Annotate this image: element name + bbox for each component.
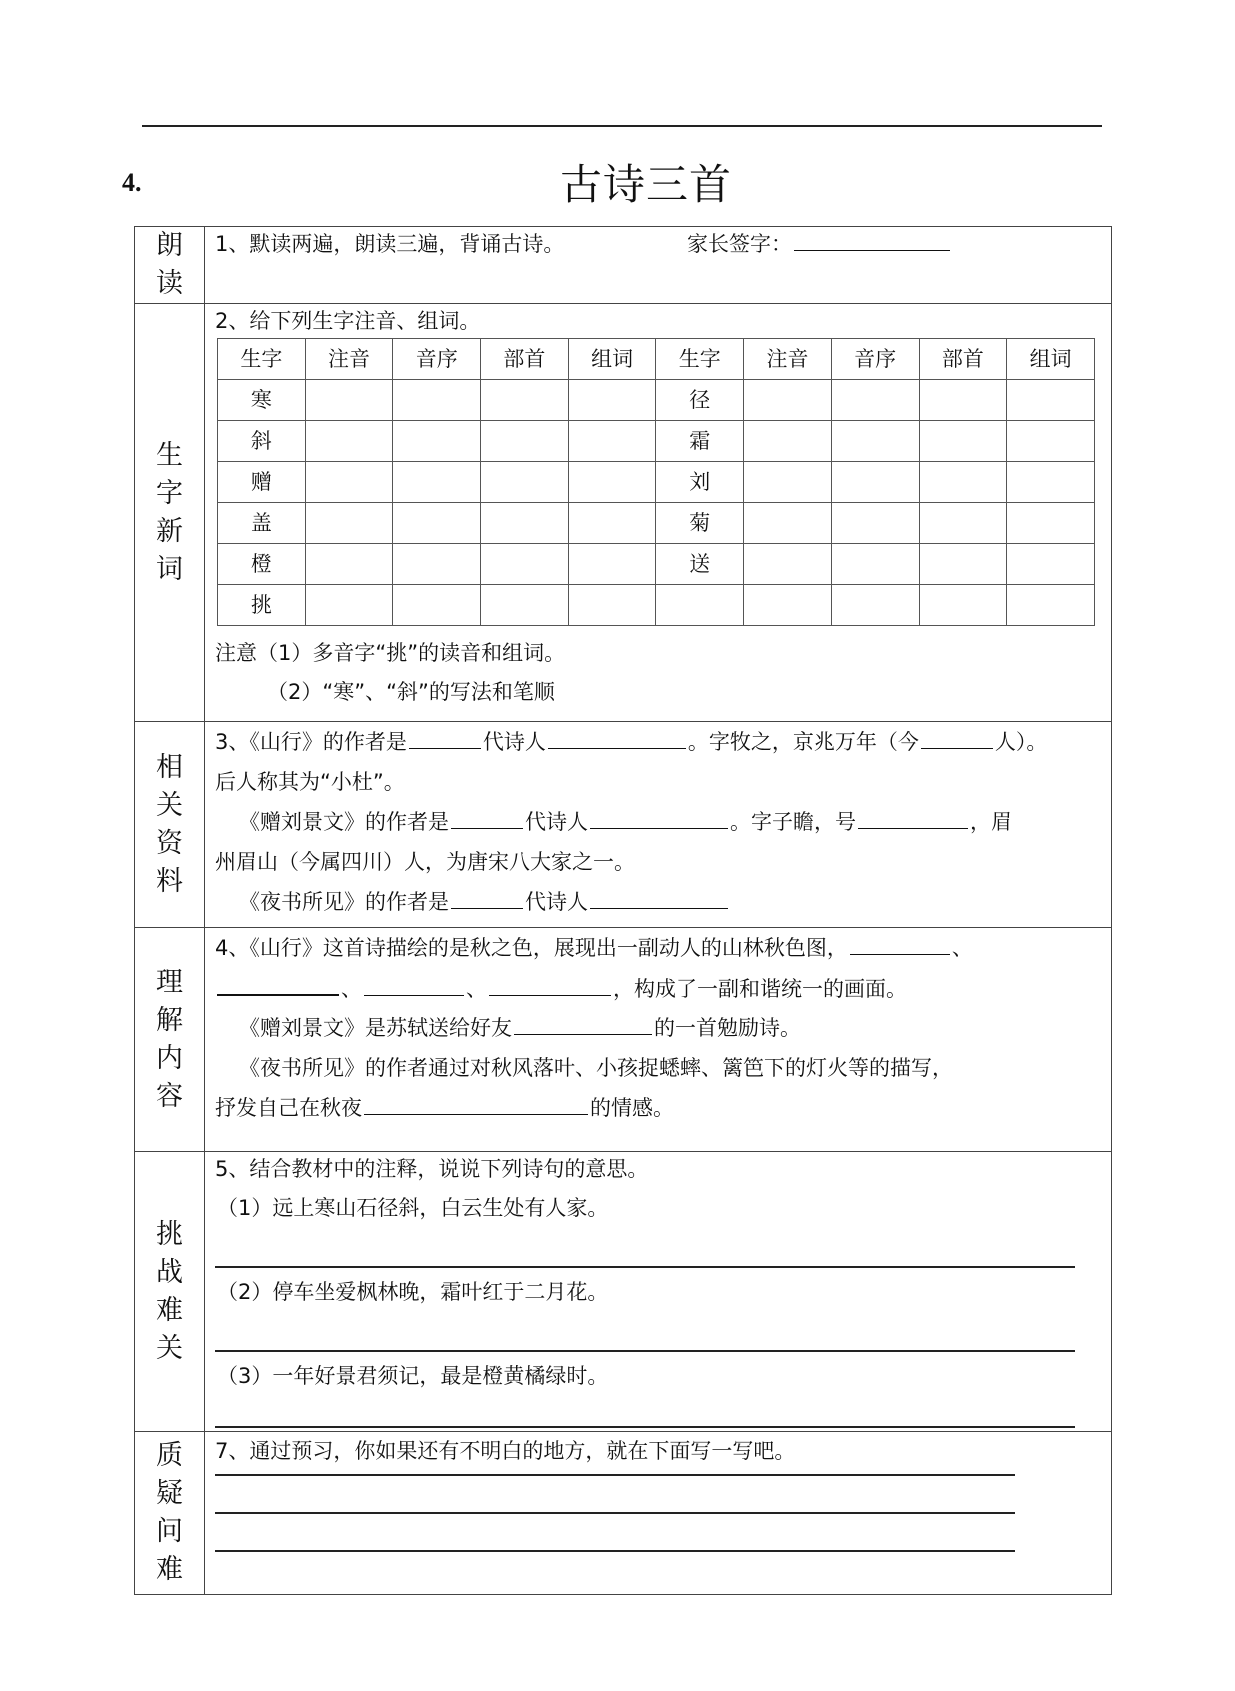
blank-place-1[interactable] bbox=[921, 722, 993, 749]
note-2: （2）“寒”、“斜”的写法和笔顺 bbox=[267, 680, 555, 704]
section-reading bbox=[135, 227, 1112, 304]
char-cell: 橙 bbox=[218, 544, 306, 585]
answer-cell[interactable] bbox=[1007, 380, 1095, 421]
character-table bbox=[217, 338, 1095, 626]
lesson-number: 4. bbox=[122, 168, 142, 197]
section-new-words bbox=[135, 304, 1112, 722]
answer-line-3[interactable] bbox=[215, 1396, 1075, 1428]
column-header: 注音 bbox=[744, 339, 832, 380]
new-words-instruction: 2、给下列生字注音、组词。 bbox=[215, 309, 481, 333]
section-challenge bbox=[135, 1152, 1112, 1432]
char-row bbox=[218, 544, 1095, 585]
column-header: 生字 bbox=[218, 339, 306, 380]
ref-text: 代诗人 bbox=[525, 890, 588, 914]
char-cell: 径 bbox=[656, 380, 744, 421]
understanding-text: 、 bbox=[466, 977, 487, 1001]
understanding-text: 、 bbox=[951, 936, 973, 960]
ref-text: 州眉山（今属四川）人，为唐宋八大家之一。 bbox=[215, 850, 635, 874]
char-cell: 挑 bbox=[218, 585, 306, 626]
note-1: 注意（1）多音字“挑”的读音和组词。 bbox=[215, 641, 566, 665]
answer-cell[interactable] bbox=[744, 421, 832, 462]
column-header: 组词 bbox=[1007, 339, 1095, 380]
answer-cell[interactable] bbox=[305, 503, 393, 544]
answer-cell[interactable] bbox=[919, 462, 1007, 503]
blank-scene-1[interactable] bbox=[850, 928, 950, 955]
answer-cell[interactable] bbox=[393, 380, 481, 421]
blank-scene-4[interactable] bbox=[489, 969, 611, 996]
answer-cell[interactable] bbox=[393, 421, 481, 462]
understanding-text: 、 bbox=[341, 977, 362, 1001]
ref-text: 人）。 bbox=[994, 730, 1048, 754]
answer-cell[interactable] bbox=[831, 462, 919, 503]
answer-cell[interactable] bbox=[481, 585, 569, 626]
section-label-understanding: 理 解 内 容 bbox=[135, 928, 205, 1152]
answer-cell[interactable] bbox=[1007, 462, 1095, 503]
parent-signature-label: 家长签字： bbox=[687, 232, 793, 256]
answer-cell[interactable] bbox=[744, 462, 832, 503]
understanding-text: ，构成了一副和谐统一的画面。 bbox=[613, 977, 907, 1001]
blank-scene-2[interactable] bbox=[217, 968, 339, 996]
char-cell: 盖 bbox=[218, 503, 306, 544]
answer-cell[interactable] bbox=[393, 503, 481, 544]
ref-text: 《夜书所见》的作者是 bbox=[239, 890, 449, 914]
poem-line-1: （1）远上寒山石径斜，白云生处有人家。 bbox=[217, 1196, 609, 1220]
ref-text: 《赠刘景文》的作者是 bbox=[239, 810, 449, 834]
blank-poet-2[interactable] bbox=[590, 802, 728, 829]
char-row bbox=[218, 503, 1095, 544]
answer-cell[interactable] bbox=[831, 544, 919, 585]
question-line-3[interactable] bbox=[215, 1514, 1015, 1552]
section-label-reading: 朗 读 bbox=[135, 227, 205, 304]
answer-cell[interactable] bbox=[1007, 503, 1095, 544]
section-label-new-words: 生 字 新 词 bbox=[135, 304, 205, 722]
section-label-references: 相 关 资 料 bbox=[135, 722, 205, 928]
answer-cell[interactable] bbox=[481, 544, 569, 585]
char-table-header bbox=[218, 339, 1095, 380]
reading-task: 1、默读两遍，朗读三遍，背诵古诗。 bbox=[215, 232, 565, 256]
blank-dynasty-1[interactable] bbox=[409, 722, 481, 749]
answer-cell[interactable] bbox=[1007, 544, 1095, 585]
answer-cell[interactable] bbox=[568, 585, 656, 626]
answer-cell[interactable] bbox=[568, 503, 656, 544]
answer-cell[interactable] bbox=[305, 585, 393, 626]
ref-text: 。字子瞻，号 bbox=[730, 810, 856, 834]
answer-cell[interactable] bbox=[305, 380, 393, 421]
blank-dynasty-2[interactable] bbox=[451, 802, 523, 829]
answer-cell[interactable] bbox=[568, 544, 656, 585]
answer-cell[interactable] bbox=[744, 544, 832, 585]
poem-line-3: （3）一年好景君须记，最是橙黄橘绿时。 bbox=[217, 1364, 609, 1388]
char-cell: 赠 bbox=[218, 462, 306, 503]
blank-friend[interactable] bbox=[514, 1008, 652, 1035]
answer-cell[interactable] bbox=[568, 421, 656, 462]
ref-text: 3、《山行》的作者是 bbox=[215, 730, 407, 754]
answer-cell[interactable] bbox=[831, 503, 919, 544]
answer-cell[interactable] bbox=[568, 380, 656, 421]
blank-scene-3[interactable] bbox=[364, 969, 464, 996]
answer-cell[interactable] bbox=[744, 585, 832, 626]
answer-cell[interactable] bbox=[831, 380, 919, 421]
ref-text: 代诗人 bbox=[525, 810, 588, 834]
understanding-text: 的情感。 bbox=[590, 1096, 674, 1120]
answer-cell[interactable] bbox=[1007, 585, 1095, 626]
column-header: 生字 bbox=[656, 339, 744, 380]
answer-cell[interactable] bbox=[481, 462, 569, 503]
answer-cell[interactable] bbox=[919, 585, 1007, 626]
question-line-2[interactable] bbox=[215, 1476, 1015, 1514]
blank-poet-1[interactable] bbox=[548, 722, 686, 749]
ref-text: 。字牧之，京兆万年（今 bbox=[687, 730, 919, 754]
blank-emotion[interactable] bbox=[364, 1088, 588, 1115]
answer-line-1[interactable] bbox=[215, 1228, 1075, 1268]
section-questions bbox=[135, 1432, 1112, 1595]
understanding-text: 《夜书所见》的作者通过对秋风落叶、小孩捉蟋蟀、篱笆下的灯火等的描写， bbox=[239, 1056, 953, 1080]
answer-cell[interactable] bbox=[305, 462, 393, 503]
answer-cell[interactable] bbox=[919, 380, 1007, 421]
parent-signature-field[interactable] bbox=[794, 224, 950, 251]
char-row bbox=[218, 421, 1095, 462]
answer-cell[interactable] bbox=[481, 421, 569, 462]
answer-cell[interactable] bbox=[744, 503, 832, 544]
char-cell: 霜 bbox=[656, 421, 744, 462]
questions-instruction: 7、通过预习，你如果还有不明白的地方，就在下面写一写吧。 bbox=[215, 1439, 796, 1463]
answer-cell[interactable] bbox=[919, 544, 1007, 585]
answer-cell[interactable] bbox=[919, 421, 1007, 462]
answer-cell[interactable] bbox=[393, 544, 481, 585]
page-title: 古诗三首 bbox=[560, 160, 733, 209]
answer-line-2[interactable] bbox=[215, 1312, 1075, 1352]
answer-cell[interactable] bbox=[831, 421, 919, 462]
understanding-text: 的一首勉励诗。 bbox=[654, 1016, 801, 1040]
header-rule bbox=[142, 125, 1102, 127]
blank-alias[interactable] bbox=[858, 802, 968, 829]
understanding-text: 抒发自己在秋夜 bbox=[215, 1096, 362, 1120]
ref-text: 代诗人 bbox=[482, 730, 546, 754]
challenge-instruction: 5、结合教材中的注释，说说下列诗句的意思。 bbox=[215, 1157, 649, 1181]
char-row bbox=[218, 585, 1095, 626]
answer-cell[interactable] bbox=[831, 585, 919, 626]
understanding-text: 《赠刘景文》是苏轼送给好友 bbox=[239, 1016, 512, 1040]
column-header: 音序 bbox=[393, 339, 481, 380]
understanding-text: 4、《山行》这首诗描绘的是秋之色，展现出一副动人的山林秋色图， bbox=[215, 936, 848, 960]
answer-cell[interactable] bbox=[744, 380, 832, 421]
column-header: 部首 bbox=[481, 339, 569, 380]
blank-poet-3[interactable] bbox=[590, 882, 728, 909]
blank-dynasty-3[interactable] bbox=[451, 882, 523, 909]
char-row bbox=[218, 462, 1095, 503]
char-row bbox=[218, 380, 1095, 421]
section-label-questions: 质 疑 问 难 bbox=[135, 1432, 205, 1595]
column-header: 部首 bbox=[919, 339, 1007, 380]
char-cell: 菊 bbox=[656, 503, 744, 544]
column-header: 组词 bbox=[568, 339, 656, 380]
section-label-challenge: 挑 战 难 关 bbox=[135, 1152, 205, 1432]
answer-cell[interactable] bbox=[568, 462, 656, 503]
column-header: 音序 bbox=[831, 339, 919, 380]
column-header: 注音 bbox=[305, 339, 393, 380]
ref-text: ，眉 bbox=[970, 810, 1012, 834]
ref-text: 后人称其为“小杜”。 bbox=[215, 770, 405, 794]
poem-line-2: （2）停车坐爱枫林晚，霜叶红于二月花。 bbox=[217, 1280, 609, 1304]
char-cell: 斜 bbox=[218, 421, 306, 462]
answer-cell[interactable] bbox=[393, 462, 481, 503]
char-cell: 寒 bbox=[218, 380, 306, 421]
answer-cell[interactable] bbox=[481, 503, 569, 544]
answer-cell[interactable] bbox=[1007, 421, 1095, 462]
char-cell bbox=[656, 585, 744, 626]
answer-cell[interactable] bbox=[481, 380, 569, 421]
worksheet-table bbox=[134, 226, 1112, 1595]
answer-cell[interactable] bbox=[393, 585, 481, 626]
char-cell: 送 bbox=[656, 544, 744, 585]
answer-cell[interactable] bbox=[919, 503, 1007, 544]
section-understanding bbox=[135, 928, 1112, 1152]
answer-cell[interactable] bbox=[305, 544, 393, 585]
answer-cell[interactable] bbox=[305, 421, 393, 462]
char-cell: 刘 bbox=[656, 462, 744, 503]
section-references bbox=[135, 722, 1112, 928]
